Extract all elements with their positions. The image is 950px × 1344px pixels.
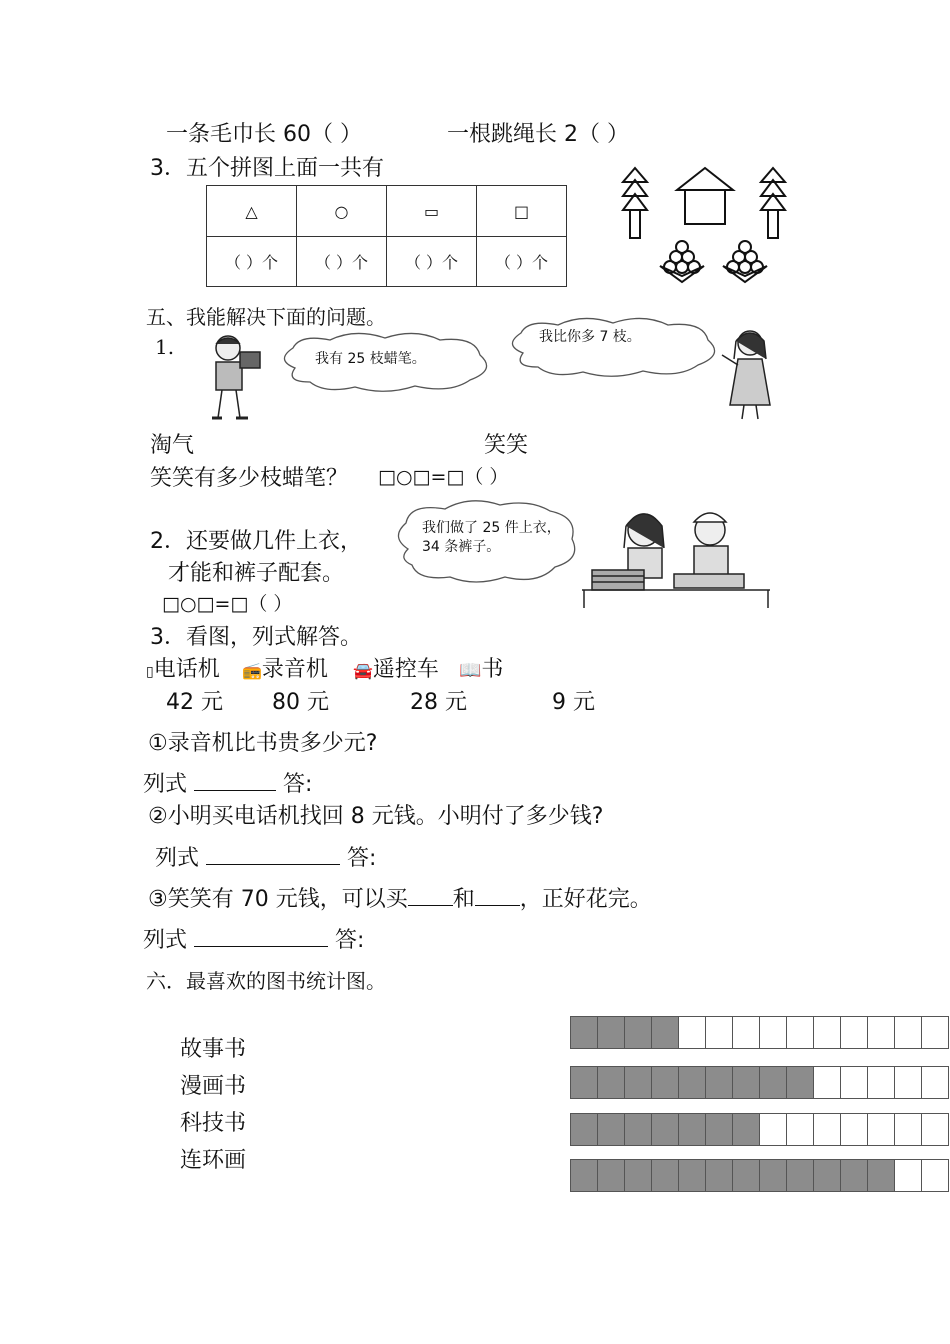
chart-bar-empty-cell xyxy=(868,1016,895,1049)
chart-category-label: 科技书 xyxy=(180,1111,247,1136)
boy-illustration xyxy=(200,330,270,425)
chart-bar-filled-cell xyxy=(706,1113,733,1146)
chart-category-label: 连环画 xyxy=(180,1148,247,1173)
sub-question-3: ③笑笑有 70 元钱，可以买 和 ，正好花完。 xyxy=(148,887,652,912)
chart-bar-empty-cell xyxy=(733,1016,760,1049)
chart-bar-filled-cell xyxy=(598,1066,625,1099)
chart-bar-empty-cell xyxy=(814,1113,841,1146)
chart-bar-filled-cell xyxy=(570,1066,598,1099)
chart-bar-empty-cell xyxy=(679,1016,706,1049)
tailors-illustration xyxy=(582,500,772,610)
answer-line-2: 列式 答: xyxy=(155,846,377,871)
chart-bar-row xyxy=(570,1016,949,1049)
product-recorder: 📻录音机 xyxy=(242,657,328,682)
puzzle-title: 3．五个拼图上面一共有 xyxy=(150,156,384,181)
chart-bar-empty-cell xyxy=(922,1016,949,1049)
rectangle-count-cell[interactable]: （ ）个 xyxy=(387,237,477,287)
chart-bar-filled-cell xyxy=(625,1159,652,1192)
chart-bar-filled-cell xyxy=(733,1113,760,1146)
square-count-cell[interactable]: （ ）个 xyxy=(477,237,567,287)
q1-number: 1. xyxy=(155,335,175,359)
chart-bar-filled-cell xyxy=(679,1159,706,1192)
boy-name: 淘气 xyxy=(150,433,195,458)
boy-bubble-text: 我有 25 枝蜡笔。 xyxy=(315,351,426,367)
shape-count-table xyxy=(206,185,567,287)
triangle-count-cell[interactable]: （ ）个 xyxy=(207,237,297,287)
chart-bar-empty-cell xyxy=(868,1113,895,1146)
chart-bar-filled-cell xyxy=(760,1066,787,1099)
rope-question: 一根跳绳长 2（ ） xyxy=(447,122,629,147)
girl-name: 笑笑 xyxy=(484,433,529,458)
chart-bar-filled-cell xyxy=(652,1016,679,1049)
towel-question: 一条毛巾长 60（ ） xyxy=(166,122,362,147)
chart-bar-filled-cell xyxy=(652,1066,679,1099)
chart-bar-filled-cell xyxy=(814,1159,841,1192)
chart-bar-filled-cell xyxy=(787,1066,814,1099)
girl-bubble-text: 我比你多 7 枝。 xyxy=(539,329,641,345)
chart-category-label: 漫画书 xyxy=(180,1074,247,1099)
chart-bar-filled-cell xyxy=(598,1016,625,1049)
formula-blank-2[interactable] xyxy=(206,846,340,865)
puzzle-figures-illustration xyxy=(615,160,795,290)
chart-bar-row xyxy=(570,1066,949,1099)
price-recorder: 80 元 xyxy=(272,690,329,715)
section5-title: 五、我能解决下面的问题。 xyxy=(146,305,386,329)
chart-bar-empty-cell xyxy=(760,1016,787,1049)
section6-title: 六．最喜欢的图书统计图。 xyxy=(146,969,386,993)
chart-bar-filled-cell xyxy=(652,1113,679,1146)
girl-illustration xyxy=(718,325,783,425)
chart-bar-empty-cell xyxy=(706,1016,733,1049)
chart-bar-filled-cell xyxy=(625,1016,652,1049)
chart-bar-filled-cell xyxy=(760,1159,787,1192)
chart-bar-filled-cell xyxy=(733,1159,760,1192)
triangle-header: △ xyxy=(207,186,297,237)
chart-bar-filled-cell xyxy=(733,1066,760,1099)
q2-line2: 才能和裤子配套。 xyxy=(168,561,345,586)
chart-bar-empty-cell xyxy=(895,1016,922,1049)
chart-bar-empty-cell xyxy=(760,1113,787,1146)
item-blank-2[interactable] xyxy=(475,887,520,906)
q1-question: 笑笑有多少枝蜡笔？ xyxy=(150,466,349,491)
product-phone: ▯电话机 xyxy=(146,657,220,682)
circle-count-cell[interactable]: （ ）个 xyxy=(297,237,387,287)
rectangle-header: ▭ xyxy=(387,186,477,237)
item-blank-1[interactable] xyxy=(408,887,453,906)
chart-bar-empty-cell xyxy=(895,1113,922,1146)
chart-bar-filled-cell xyxy=(787,1159,814,1192)
sub-question-1: ①录音机比书贵多少元? xyxy=(148,731,378,756)
chart-bar-filled-cell xyxy=(625,1113,652,1146)
chart-bar-filled-cell xyxy=(598,1113,625,1146)
square-header: □ xyxy=(477,186,567,237)
product-rc-car: 🚘遥控车 xyxy=(353,657,439,682)
chart-bar-filled-cell xyxy=(625,1066,652,1099)
q2-formula[interactable]: □○□=□（ ） xyxy=(162,593,293,615)
phone-icon: ▯ xyxy=(146,664,154,680)
chart-bar-empty-cell xyxy=(895,1066,922,1099)
chart-bar-empty-cell xyxy=(787,1113,814,1146)
chart-bar-row xyxy=(570,1113,949,1146)
chart-bar-empty-cell xyxy=(922,1113,949,1146)
chart-category-label: 故事书 xyxy=(180,1037,247,1062)
chart-bar-empty-cell xyxy=(922,1159,949,1192)
chart-bar-filled-cell xyxy=(570,1113,598,1146)
chart-bar-empty-cell xyxy=(814,1016,841,1049)
chart-bar-empty-cell xyxy=(895,1159,922,1192)
chart-bar-filled-cell xyxy=(598,1159,625,1192)
chart-bar-empty-cell xyxy=(922,1066,949,1099)
chart-bar-empty-cell xyxy=(787,1016,814,1049)
chart-bar-filled-cell xyxy=(679,1066,706,1099)
chart-bar-filled-cell xyxy=(706,1159,733,1192)
girl-speech-bubble xyxy=(503,315,723,380)
chart-bar-empty-cell xyxy=(841,1016,868,1049)
chart-bar-filled-cell xyxy=(652,1159,679,1192)
boy-speech-bubble xyxy=(275,330,495,395)
chart-bar-empty-cell xyxy=(841,1113,868,1146)
chart-bar-row xyxy=(570,1159,949,1192)
formula-blank-1[interactable] xyxy=(194,772,276,791)
chart-bar-empty-cell xyxy=(814,1066,841,1099)
answer-line-3: 列式 答: xyxy=(143,928,365,953)
book-icon: 📖 xyxy=(459,660,482,681)
chart-bar-filled-cell xyxy=(570,1159,598,1192)
chart-bar-filled-cell xyxy=(868,1159,895,1192)
workers-bubble-text: 我们做了 25 件上衣，34 条裤子。 xyxy=(422,520,561,555)
chart-bar-filled-cell xyxy=(679,1113,706,1146)
price-phone: 42 元 xyxy=(166,690,223,715)
chart-bar-filled-cell xyxy=(841,1159,868,1192)
chart-bar-empty-cell xyxy=(868,1066,895,1099)
workers-speech-bubble xyxy=(390,497,580,587)
recorder-icon: 📻 xyxy=(242,661,262,680)
rc-car-icon: 🚘 xyxy=(353,661,373,680)
answer-line-1: 列式 答: xyxy=(143,772,313,797)
price-book: 9 元 xyxy=(552,690,595,715)
price-rc-car: 28 元 xyxy=(410,690,467,715)
chart-bar-filled-cell xyxy=(570,1016,598,1049)
q1-formula[interactable]: □○□=□（ ） xyxy=(378,466,509,488)
chart-bar-empty-cell xyxy=(841,1066,868,1099)
q3-title: 3．看图，列式解答。 xyxy=(150,625,362,650)
sub-question-2: ②小明买电话机找回 8 元钱。小明付了多少钱? xyxy=(148,804,604,829)
formula-blank-3[interactable] xyxy=(194,928,328,947)
circle-header: ○ xyxy=(297,186,387,237)
q2-line1: 2．还要做几件上衣， xyxy=(150,529,362,554)
chart-bar-filled-cell xyxy=(706,1066,733,1099)
product-book: 📖书 xyxy=(459,657,504,682)
